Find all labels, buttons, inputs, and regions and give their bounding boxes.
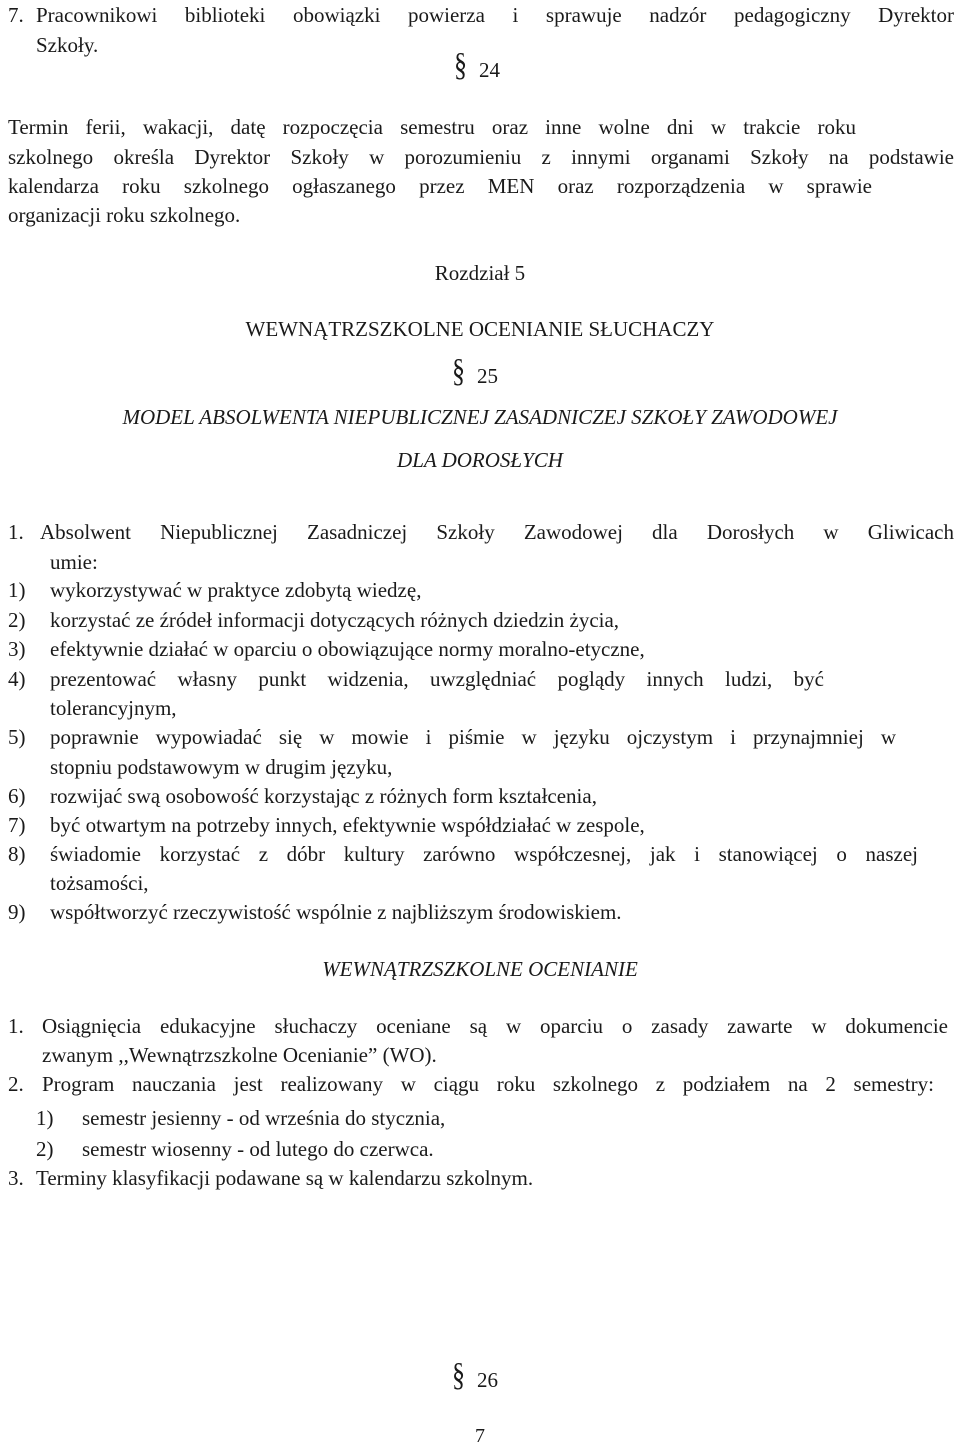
section-24-line-1: Termin ferii, wakacji, datę rozpoczęcia semestru oraz inne wolne dni w trakcie roku: [8, 115, 856, 139]
wo-point-1-line-2: zwanym ,,Wewnątrzszkolne Ocenianie” (WO).: [42, 1043, 437, 1067]
list-item-number: 8): [8, 842, 26, 866]
list-item-number: 3): [8, 637, 26, 661]
section-25-intro-line-2: umie:: [50, 550, 98, 574]
list-item-number: 5): [8, 725, 26, 749]
list-item-number: 4): [8, 667, 26, 691]
section-24-number: 24: [479, 58, 500, 82]
list-item-continuation: stopniu podstawowym w drugim języku,: [50, 755, 393, 779]
section-25-intro-line-1: Absolwent Niepublicznej Zasadniczej Szkoły Zawodowej dla Dorosłych w Gliwicach: [40, 520, 954, 544]
wo-point-1-line-1: Osiągnięcia edukacyjne słuchaczy oceniane są w oparciu o zasady zawarte w dokumencie: [42, 1014, 948, 1038]
list-item-number: 2): [8, 608, 26, 632]
section-24-heading: [454, 46, 500, 85]
list-item: być otwartym na potrzeby innych, efektywnie współdziałać w zespole,: [50, 813, 645, 837]
section-sign-icon: §: [454, 46, 467, 83]
list-item: świadomie korzystać z dóbr kultury zarówno współczesnej, jak i stanowiącej o naszej: [50, 842, 918, 866]
section-sign-icon: §: [452, 1356, 465, 1393]
list-item-number: 9): [8, 900, 26, 924]
section-25-heading-line-2: DLA DOROSŁYCH: [397, 448, 563, 472]
list-item: korzystać ze źródeł informacji dotyczących różnych dziedzin życia,: [50, 608, 620, 632]
list-item: efektywnie działać w oparciu o obowiązujące normy moralno-etyczne,: [50, 637, 645, 661]
section-sign-icon: §: [452, 352, 465, 389]
chapter-title: Rozdział 5: [434, 261, 526, 285]
wo-subpoint-1: semestr jesienny - od września do stycznia,: [82, 1106, 446, 1130]
section-25-number: 25: [477, 364, 498, 388]
list-item: poprawnie wypowiadać się w mowie i piśmie w języku ojczystym i przynajmniej w: [50, 725, 896, 749]
wo-point-3-number: 3.: [8, 1166, 24, 1190]
wo-point-2-line-1: Program nauczania jest realizowany w ciągu roku szkolnego z podziałem na 2 semestry:: [42, 1072, 934, 1096]
wo-point-3-line-1: Terminy klasyfikacji podawane są w kalendarzu szkolnym.: [36, 1166, 534, 1190]
list-item: rozwijać swą osobowość korzystając z różnych form kształcenia,: [50, 784, 597, 808]
item-7-line-2: Szkoły.: [36, 33, 99, 57]
section-24-line-2: szkolnego określa Dyrektor Szkoły w porozumieniu z innymi organami Szkoły na podstawie: [8, 145, 954, 169]
section-26-number: 26: [477, 1368, 498, 1392]
list-item-continuation: tolerancyjnym,: [50, 696, 177, 720]
list-item: prezentować własny punkt widzenia, uwzględniać poglądy innych ludzi, być: [50, 667, 824, 691]
list-item-number: 7): [8, 813, 26, 837]
page-number: 7: [475, 1425, 485, 1447]
wo-subpoint-2: semestr wiosenny - od lutego do czerwca.: [82, 1137, 434, 1161]
item-7-number: 7.: [8, 3, 24, 27]
item-7-line-1: Pracownikowi biblioteki obowiązki powierza i sprawuje nadzór pedagogiczny Dyrektor: [36, 3, 954, 27]
wo-subpoint-1-number: 1): [36, 1106, 54, 1130]
section-26-heading: [452, 1356, 498, 1395]
section-25-heading: [452, 352, 498, 391]
section-24-line-4: organizacji roku szkolnego.: [8, 203, 241, 227]
wo-point-1-number: 1.: [8, 1014, 24, 1038]
section-25-intro-number: 1.: [8, 520, 24, 544]
list-item: współtworzyć rzeczywistość wspólnie z najbliższym środowiskiem.: [50, 900, 622, 924]
wo-point-2-number: 2.: [8, 1072, 24, 1096]
list-item: wykorzystywać w praktyce zdobytą wiedzę,: [50, 578, 422, 602]
list-item-number: 6): [8, 784, 26, 808]
section-24-line-3: kalendarza roku szkolnego ogłaszanego przez MEN oraz rozporządzenia w sprawie: [8, 174, 872, 198]
list-item-number: 1): [8, 578, 26, 602]
section-25-heading-line-1: MODEL ABSOLWENTA NIEPUBLICZNEJ ZASADNICZEJ SZKOŁY ZAWODOWEJ: [122, 405, 838, 429]
wo-subpoint-2-number: 2): [36, 1137, 54, 1161]
list-item-continuation: tożsamości,: [50, 871, 149, 895]
chapter-subtitle: WEWNĄTRZSZKOLNE OCENIANIE SŁUCHACZY: [245, 317, 715, 341]
wo-heading: WEWNĄTRZSZKOLNE OCENIANIE: [322, 957, 638, 981]
